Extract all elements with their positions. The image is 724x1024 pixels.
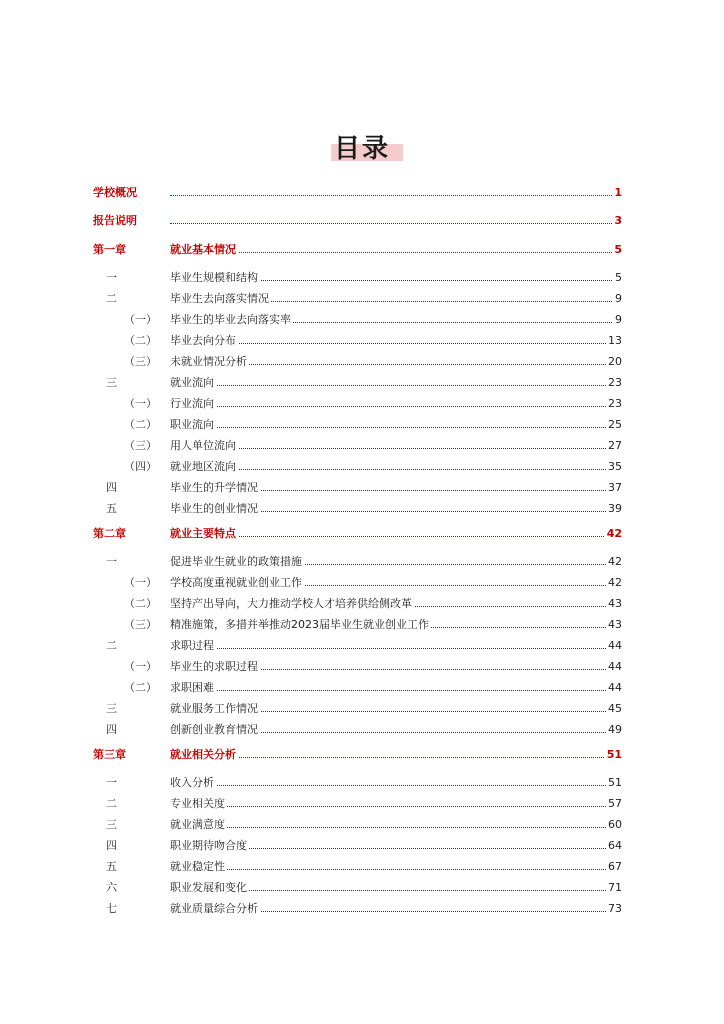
toc-entry-title: 用人单位流向 [170, 439, 236, 452]
toc-entry-title: 求职过程 [170, 639, 214, 652]
toc-entry-title: 就业服务工作情况 [170, 702, 258, 715]
toc-entry[interactable] [0, 242, 724, 258]
toc-entry-title: 毕业生去向落实情况 [170, 292, 269, 305]
toc-entry-title: 毕业生的求职过程 [170, 660, 258, 673]
toc-leader-dots [170, 223, 618, 224]
toc-entry[interactable] [0, 617, 724, 633]
toc-entry[interactable] [0, 796, 724, 812]
toc-entry-number: 二 [106, 639, 117, 652]
toc-entry-number: （一） [124, 313, 157, 326]
toc-entry[interactable] [0, 575, 724, 591]
toc-entry-number: 五 [106, 502, 117, 515]
toc-entry-number: 学校概况 [93, 186, 137, 199]
toc-entry-title: 就业基本情况 [170, 243, 236, 256]
toc-entry-title: 职业流向 [170, 418, 214, 431]
toc-entry[interactable] [0, 333, 724, 349]
toc-page-number: 44 [608, 639, 622, 652]
toc-entry-number: 三 [106, 376, 117, 389]
toc-entry-title: 职业期待吻合度 [170, 839, 247, 852]
toc-entry-number: 二 [106, 292, 117, 305]
toc-leader-dots [170, 785, 618, 786]
toc-page-number: 43 [608, 618, 622, 631]
toc-entry-number: （三） [124, 355, 157, 368]
toc-entry-number: 报告说明 [93, 214, 137, 227]
toc-entry-number: （一） [124, 576, 157, 589]
toc-leader-dots [170, 806, 618, 807]
toc-entry-title: 专业相关度 [170, 797, 225, 810]
toc-entry-number: 一 [106, 776, 117, 789]
toc-page-number: 9 [615, 292, 622, 305]
toc-entry[interactable] [0, 638, 724, 654]
toc-page-number: 39 [608, 502, 622, 515]
toc-page-number: 57 [608, 797, 622, 810]
toc-entry-number: 四 [106, 481, 117, 494]
toc-entry-number: 一 [106, 555, 117, 568]
toc-page-number: 73 [608, 902, 622, 915]
toc-entry[interactable] [0, 838, 724, 854]
toc-page-number: 9 [615, 313, 622, 326]
toc-page-number: 3 [614, 214, 622, 227]
toc-entry-number: 四 [106, 839, 117, 852]
toc-entry[interactable] [0, 747, 724, 763]
toc-entry-title: 毕业去向分布 [170, 334, 236, 347]
toc-entry-title: 就业质量综合分析 [170, 902, 258, 915]
toc-entry[interactable] [0, 722, 724, 738]
toc-page-number: 42 [606, 527, 622, 540]
toc-entry[interactable] [0, 354, 724, 370]
toc-entry-number: 第三章 [93, 748, 126, 761]
toc-entry-title: 毕业生规模和结构 [170, 271, 258, 284]
toc-entry-number: 三 [106, 818, 117, 831]
toc-page-number: 60 [608, 818, 622, 831]
toc-entry-number: 二 [106, 797, 117, 810]
toc-entry-title: 就业地区流向 [170, 460, 236, 473]
toc-page-number: 25 [608, 418, 622, 431]
toc-entry-title: 就业稳定性 [170, 860, 225, 873]
toc-entry-title: 未就业情况分析 [170, 355, 247, 368]
toc-page-number: 71 [608, 881, 622, 894]
toc-page-number: 45 [608, 702, 622, 715]
toc-entry[interactable] [0, 859, 724, 875]
toc-entry-number: （二） [124, 334, 157, 347]
toc-entry[interactable] [0, 396, 724, 412]
toc-entry-title: 毕业生的毕业去向落实率 [170, 313, 291, 326]
toc-page-number: 44 [608, 681, 622, 694]
toc-page-number: 49 [608, 723, 622, 736]
toc-leader-dots [170, 195, 618, 196]
toc-entry-number: （二） [124, 681, 157, 694]
toc-entry[interactable] [0, 459, 724, 475]
toc-entry-title: 精准施策，多措并举推动2023届毕业生就业创业工作 [170, 618, 429, 631]
toc-page-number: 44 [608, 660, 622, 673]
toc-entry-title: 求职困难 [170, 681, 214, 694]
toc-entry-number: 六 [106, 881, 117, 894]
toc-entry[interactable] [0, 270, 724, 286]
toc-page-number: 67 [608, 860, 622, 873]
toc-entry-number: 第二章 [93, 527, 126, 540]
toc-leader-dots [170, 648, 618, 649]
toc-page-number: 51 [606, 748, 622, 761]
toc-entry-title: 就业流向 [170, 376, 214, 389]
toc-page-number: 23 [608, 376, 622, 389]
toc-entry[interactable] [0, 554, 724, 570]
toc-entry[interactable] [0, 312, 724, 328]
toc-entry-title: 促进毕业生就业的政策措施 [170, 555, 302, 568]
toc-entry-title: 就业相关分析 [170, 748, 236, 761]
toc-entry[interactable] [0, 185, 724, 201]
toc-entry-number: （三） [124, 439, 157, 452]
toc-entry-number: （一） [124, 660, 157, 673]
toc-entry-number: 四 [106, 723, 117, 736]
toc-leader-dots [170, 406, 618, 407]
toc-entry[interactable] [0, 526, 724, 542]
toc-page-number: 23 [608, 397, 622, 410]
toc-entry[interactable] [0, 701, 724, 717]
toc-entry-title: 学校高度重视就业创业工作 [170, 576, 302, 589]
toc-page-number: 5 [614, 243, 622, 256]
toc-leader-dots [170, 827, 618, 828]
toc-entry-number: （一） [124, 397, 157, 410]
toc-entry-title: 就业满意度 [170, 818, 225, 831]
toc-leader-dots [170, 690, 618, 691]
page-title: 目录 [333, 134, 390, 164]
toc-entry-number: （四） [124, 460, 157, 473]
toc-entry-title: 坚持产出导向，大力推动学校人才培养供给侧改革 [170, 597, 412, 610]
toc-page-number: 51 [608, 776, 622, 789]
toc-entry-number: 五 [106, 860, 117, 873]
toc-page-number: 64 [608, 839, 622, 852]
toc-entry[interactable] [0, 817, 724, 833]
toc-entry-title: 收入分析 [170, 776, 214, 789]
toc-page-number: 35 [608, 460, 622, 473]
toc-entry[interactable] [0, 680, 724, 696]
toc-entry-number: （二） [124, 418, 157, 431]
toc-entry-number: 三 [106, 702, 117, 715]
toc-entry[interactable] [0, 375, 724, 391]
toc-entry[interactable] [0, 775, 724, 791]
toc-entry-title: 就业主要特点 [170, 527, 236, 540]
toc-entry-number: 一 [106, 271, 117, 284]
toc-entry[interactable] [0, 659, 724, 675]
toc-entry[interactable] [0, 501, 724, 517]
toc-leader-dots [170, 385, 618, 386]
toc-entry-title: 职业发展和变化 [170, 881, 247, 894]
toc-entry[interactable] [0, 213, 724, 229]
toc-leader-dots [170, 427, 618, 428]
toc-page-number: 42 [608, 555, 622, 568]
toc-entry[interactable] [0, 480, 724, 496]
toc-page-number: 42 [608, 576, 622, 589]
toc-entry-title: 毕业生的创业情况 [170, 502, 258, 515]
toc-entry[interactable] [0, 417, 724, 433]
toc-entry[interactable] [0, 901, 724, 917]
toc-entry-number: 第一章 [93, 243, 126, 256]
toc-entry[interactable] [0, 596, 724, 612]
toc-entry[interactable] [0, 438, 724, 454]
toc-entry-number: （二） [124, 597, 157, 610]
toc-entry[interactable] [0, 880, 724, 896]
toc-page-number: 20 [608, 355, 622, 368]
toc-entry[interactable] [0, 291, 724, 307]
toc-page-number: 5 [615, 271, 622, 284]
toc-page-number: 43 [608, 597, 622, 610]
toc-leader-dots [170, 869, 618, 870]
toc-page-number: 27 [608, 439, 622, 452]
toc-entry-title: 毕业生的升学情况 [170, 481, 258, 494]
toc-entry-title: 创新创业教育情况 [170, 723, 258, 736]
toc-entry-title: 行业流向 [170, 397, 214, 410]
toc-entry-number: （三） [124, 618, 157, 631]
toc-page-number: 1 [614, 186, 622, 199]
toc-page-number: 37 [608, 481, 622, 494]
toc-entry-number: 七 [106, 902, 117, 915]
toc-page-number: 13 [608, 334, 622, 347]
